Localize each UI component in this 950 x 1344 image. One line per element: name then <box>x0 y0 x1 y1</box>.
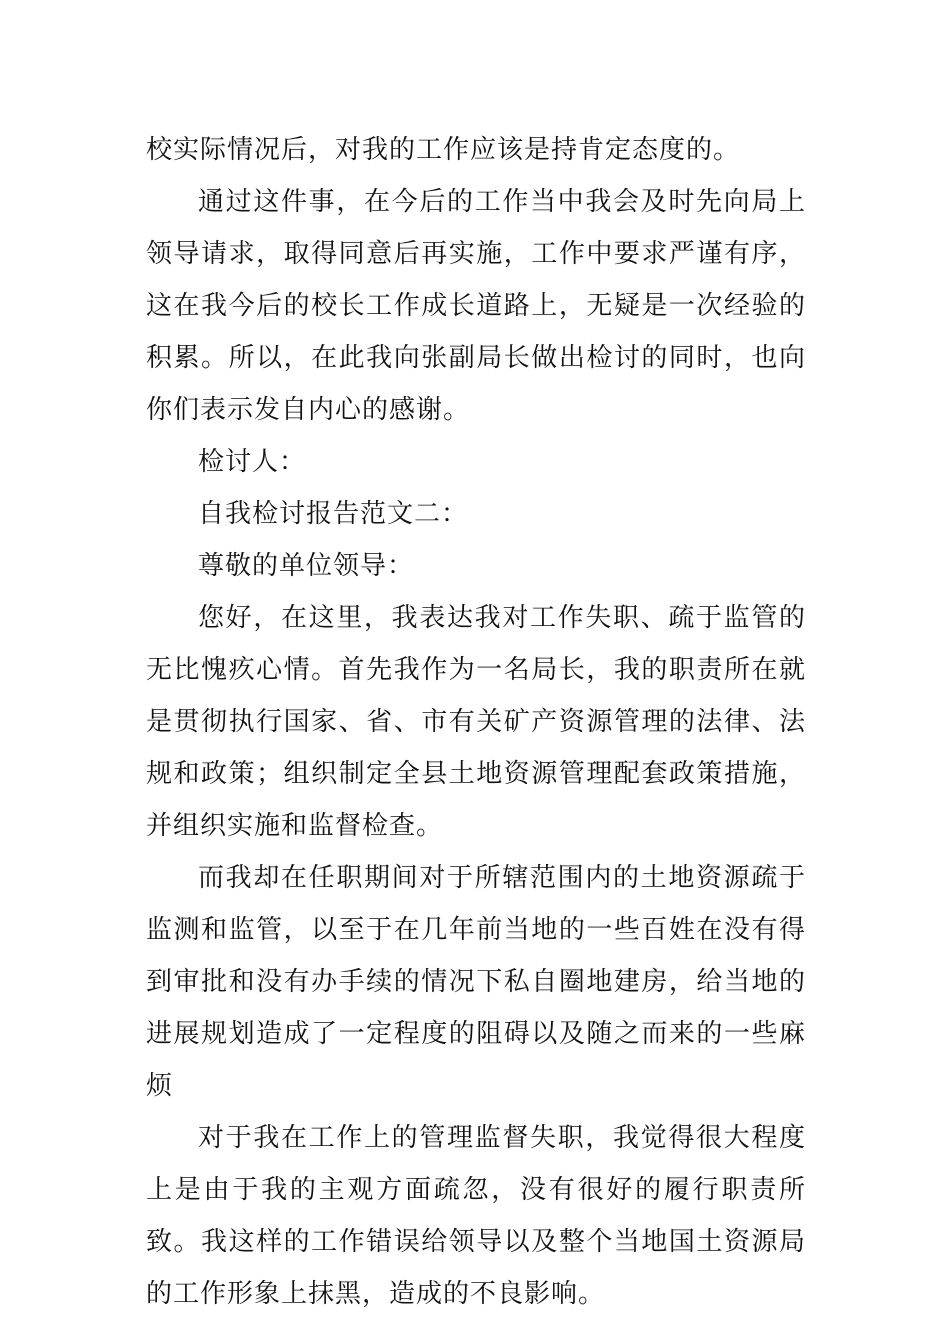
paragraph-lesson-learned: 通过这件事，在今后的工作当中我会及时先向局上领导请求，取得同意后再实施，工作中要求严谨有序，这在我今后的校长工作成长道路上，无疑是一次经验的积累。所以，在此我向张副局长做出检讨的同时，也向你们表示发自内心的感谢。 <box>146 187 806 425</box>
paragraph-apology: 您好，在这里，我表达我对工作失职、疏于监管的无比愧疚心情。首先我作为一名局长，我的职责所在就是贯彻执行国家、省、市有关矿产资源管理的法律、法规和政策；组织制定全县土地资源管理配套政策措施，并组织实施和监督检查。 <box>146 603 806 841</box>
paragraph-responsibility: 对于我在工作上的管理监督失职，我觉得很大程度上是由于我的主观方面疏忽，没有很好的履行职责所致。我这样的工作错误给领导以及整个当地国土资源局的工作形象上抹黑，造成的不良影响。 <box>146 1123 806 1309</box>
signature-line: 检讨人： <box>198 447 307 477</box>
paragraph-continuation: 校实际情况后，对我的工作应该是持肯定态度的。 <box>146 135 741 165</box>
document-body <box>146 124 806 1320</box>
paragraph-failure: 而我却在任职期间对于所辖范围内的土地资源疏于监测和监管，以至于在几年前当地的一些百姓在没有得到审批和没有办手续的情况下私自圈地建房，给当地的进展规划造成了一定程度的阻碍以及随之而来的一些麻烦 <box>146 863 806 1101</box>
salutation: 尊敬的单位领导： <box>198 551 415 581</box>
section-heading: 自我检讨报告范文二： <box>198 499 469 529</box>
